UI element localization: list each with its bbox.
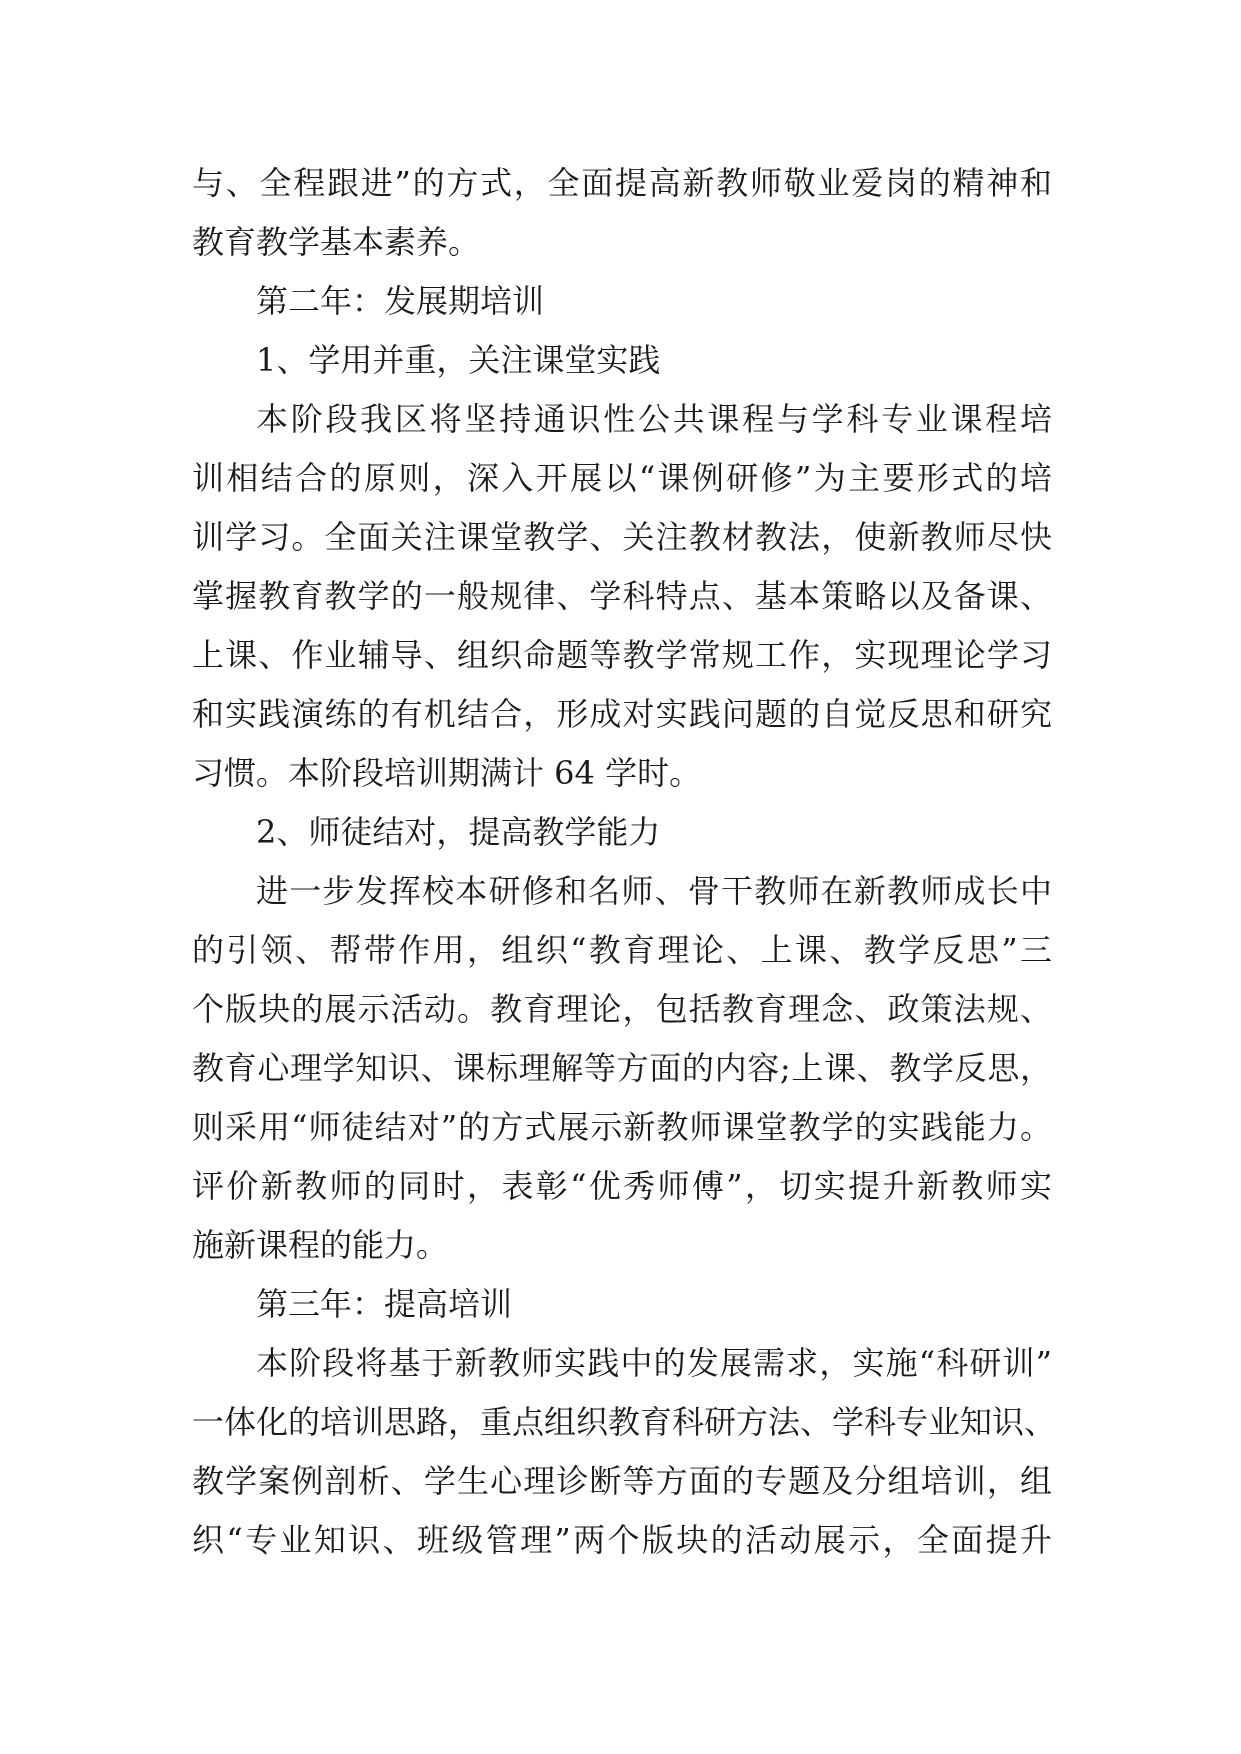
text-line: 评价新教师的同时，表彰“优秀师傅”，切实提升新教师实 — [192, 1167, 1052, 1205]
text-line: 教育教学基本素养。 — [192, 223, 481, 261]
text-line: 则采用“师徒结对”的方式展示新教师课堂教学的实践能力。 — [192, 1108, 1052, 1146]
text-line: 训相结合的原则，深入开展以“课例研修”为主要形式的培 — [192, 459, 1052, 497]
text-line: 教学案例剖析、学生心理诊断等方面的专题及分组培训，组 — [192, 1462, 1052, 1500]
text-line: 的引领、帮带作用，组织“教育理论、上课、教学反思”三 — [192, 931, 1052, 969]
text-line: 掌握教育教学的一般规律、学科特点、基本策略以及备课、 — [192, 577, 1052, 615]
text-line: 个版块的展示活动。教育理论，包括教育理念、政策法规、 — [192, 990, 1052, 1028]
text-line: 习惯。本阶段培训期满计 64 学时。 — [192, 754, 702, 792]
text-line: 和实践演练的有机结合，形成对实践问题的自觉反思和研究 — [192, 695, 1052, 733]
text-line: 训学习。全面关注课堂教学、关注教材教法，使新教师尽快 — [192, 518, 1052, 556]
text-line: 教育心理学知识、课标理解等方面的内容;上课、教学反思， — [192, 1049, 1052, 1087]
text-line: 上课、作业辅导、组织命题等教学常规工作，实现理论学习 — [192, 636, 1052, 674]
text-line: 与、全程跟进”的方式，全面提高新教师敬业爱岗的精神和 — [192, 164, 1052, 202]
text-line: 进一步发挥校本研修和名师、骨干教师在新教师成长中 — [256, 872, 1052, 910]
text-line: 本阶段将基于新教师实践中的发展需求，实施“科研训” — [256, 1344, 1052, 1382]
text-line: 施新课程的能力。 — [192, 1226, 449, 1264]
section-heading: 第三年：提高培训 — [256, 1285, 513, 1323]
document-body — [192, 154, 1057, 1570]
section-heading: 第二年：发展期培训 — [256, 282, 545, 320]
text-line: 一体化的培训思路，重点组织教育科研方法、学科专业知识、 — [192, 1403, 1057, 1441]
text-line: 织“专业知识、班级管理”两个版块的活动展示，全面提升 — [192, 1521, 1052, 1559]
subsection-heading: 1、学用并重，关注课堂实践 — [256, 341, 661, 379]
text-line: 本阶段我区将坚持通识性公共课程与学科专业课程培 — [256, 400, 1052, 438]
subsection-heading: 2、师徒结对，提高教学能力 — [256, 813, 661, 851]
